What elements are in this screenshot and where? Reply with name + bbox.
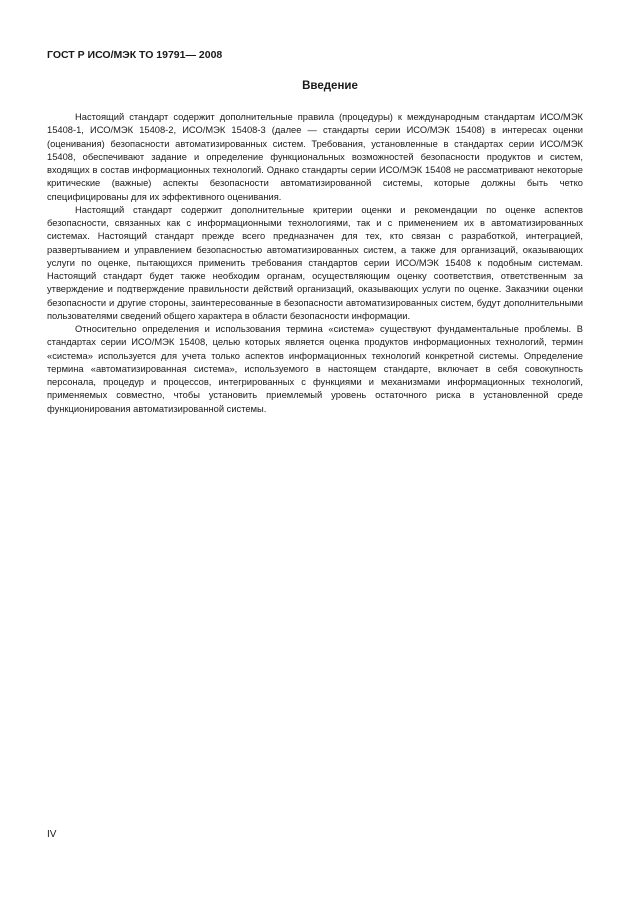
section-title: Введение [302, 80, 358, 92]
introduction-body [47, 111, 583, 416]
document-header-code: ГОСТ Р ИСО/МЭК ТО 19791— 2008 [47, 49, 223, 61]
paragraph: Настоящий стандарт содержит дополнительные правила (процедуры) к международным стандартам ИСО/МЭК 15408-1, ИСО/МЭК 15408-2, ИСО/МЭК 15408-3 (далее — стандарты серии ИСО/МЭК 15408) в интересах оценки (оценивания) безопасности автоматизированных систем. Требования, установленные в стандартах серии ИСО/МЭК 15408, обеспечивают задание и определение функциональных возможностей безопасности продуктов и систем, входящих в состав информационных технологий. Однако стандарты серии ИСО/МЭК 15408 не рассматривают некоторые критические (важные) аспекты безопасности автоматизированной системы, которые должны быть четко специфицированы для их эффективного оценивания. [47, 112, 583, 202]
paragraph: Относительно определения и использования термина «система» существуют фундаментальные проблемы. В стандартах серии ИСО/МЭК 15408, целью которых является оценка продуктов информационных технологий, термин «система» используется для учета только аспектов информационных технологий конкретной системы. Определение термина «автоматизированная система», используемого в настоящем стандарте, включает в себя совокупность персонала, процедур и процессов, интегрированных с функциями и механизмами информационных технологий, применяемых совместно, чтобы установить приемлемый уровень остаточного риска в установленной среде функционирования автоматизированной системы. [47, 324, 583, 414]
page-number: IV [47, 829, 57, 840]
paragraph: Настоящий стандарт содержит дополнительные критерии оценки и рекомендации по оценке аспектов безопасности, связанных как с информационными технологиями, так и с применением их в автоматизированных системах. Настоящий стандарт прежде всего предназначен для тех, кто связан с разработкой, интеграцией, развертыванием и управлением безопасностью автоматизированных систем, а также для организаций, оказывающих услуги по оценке, пытающихся применить требования стандартов серии ИСО/МЭК 15408 к подобным системам. Настоящий стандарт будет также необходим органам, осуществляющим оценку соответствия, ответственным за утверждение и подтверждение правильности действий организаций, оказывающих услуги по оценке. Заказчики оценки безопасности и другие стороны, заинтересованные в безопасности автоматизированных систем, будут дополнительными пользователями сведений общего характера в области безопасности информации. [47, 204, 583, 321]
